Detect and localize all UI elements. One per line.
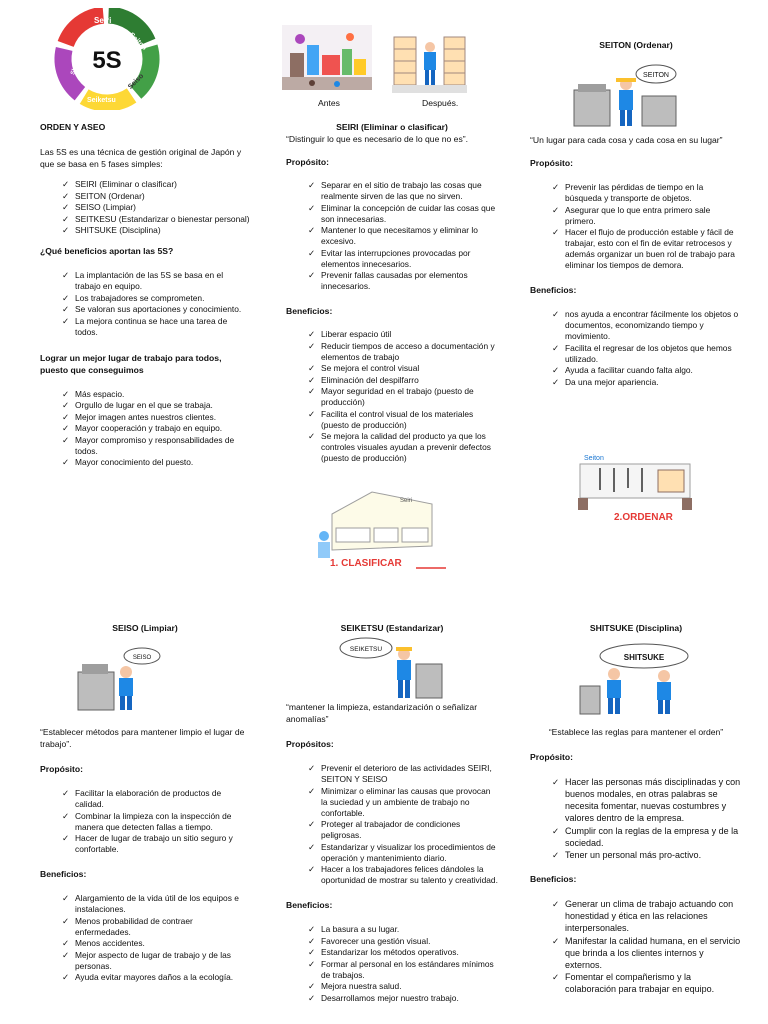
list-item: ✓ Mayor conocimiento del puesto.	[62, 457, 250, 468]
shitsuke-purpose-list	[530, 776, 742, 861]
list-item: ✓ Proteger al trabajador de condiciones peligrosas.	[308, 819, 498, 841]
seiketsu-worker-image	[336, 634, 444, 700]
list-item: ✓ Da una mejor apariencia.	[552, 377, 742, 388]
list-item: ✓ Manifestar la calidad humana, en el servicio que brinda a los clientes internos y externos.	[552, 935, 742, 971]
phase-list	[40, 179, 250, 236]
seiso-section	[40, 726, 250, 984]
shitsuke-purpose-title: Propósito:	[530, 752, 573, 762]
seiso-purpose-list	[40, 788, 250, 855]
logo-center: 5S	[92, 47, 122, 74]
logo-word-5: Shitsuke	[70, 50, 85, 76]
seiketsu-section	[286, 701, 498, 1004]
list-item: ✓ Evitar las interrupciones provocadas por elementos innecesarios.	[308, 248, 498, 270]
seiketsu-purpose-title: Propósitos:	[286, 739, 334, 749]
list-item: ✓ Favorecer una gestión visual.	[308, 936, 498, 947]
list-item: ✓ Mantener lo que necesitamos y eliminar lo excesivo.	[308, 225, 498, 247]
after-image	[392, 33, 467, 93]
shitsuke-title-wrap	[530, 623, 742, 634]
seiton-benefits-title: Beneficios:	[530, 285, 577, 295]
list-item: ✓ SEISO (Limpiar)	[62, 202, 250, 213]
list-item: ✓ Hacer el flujo de producción estable y fácil de trabajar, esto con el fin de evitar retrocesos y además organizar un buen rol de trabajo para eliminar los tiempos de demora.	[552, 227, 742, 271]
list-item: ✓ SEITON (Ordenar)	[62, 191, 250, 202]
orden-aseo-title: ORDEN Y ASEO	[40, 122, 106, 132]
list-item: ✓ Alargamiento de la vida útil de los equipos e instalaciones.	[62, 893, 250, 915]
seiso-sign-text: SEISO	[132, 655, 152, 661]
seiso-title: SEISO (Limpiar)	[112, 623, 178, 633]
list-item: ✓ Facilitar la elaboración de productos de calidad.	[62, 788, 250, 810]
seiri-purpose-list	[286, 180, 498, 292]
seiri-title: SEIRI (Eliminar o clasificar)	[336, 122, 448, 132]
seiri-benefits-list	[286, 329, 498, 464]
before-image	[282, 25, 372, 90]
list-item: ✓ Se mejora el control visual	[308, 363, 498, 374]
list-item: ✓ nos ayuda a encontrar fácilmente los objetos o documentos, economizando tiempo y movimiento.	[552, 309, 742, 342]
list-item: ✓ Facilita el regresar de los objetos que hemos utilizado.	[552, 343, 742, 365]
seiketsu-purpose-list	[286, 763, 498, 886]
seiri-quote: “Distinguir lo que es necesario de lo que no es”.	[286, 134, 469, 144]
shitsuke-workers-image	[578, 642, 694, 716]
list-item: ✓ Orgullo de lugar en el que se trabaja.	[62, 400, 250, 411]
list-item: ✓ Eliminación del despilfarro	[308, 375, 498, 386]
clasificar-box-label: Seiri	[400, 498, 413, 504]
list-item: ✓ La implantación de las 5S se basa en el trabajo en equipo.	[62, 270, 250, 292]
logro-list	[40, 389, 250, 469]
list-item: ✓ Eliminar la concepción de cuidar las cosas que son innecesarias.	[308, 203, 498, 225]
list-item: ✓ Hacer las personas más disciplinadas y con buenos modales, en otras palabras se necesita fomentar, nuevas costumbres y valores dentro de la empresa.	[552, 776, 742, 824]
seiton-sign-text: SEITON	[643, 72, 669, 79]
before-caption: Antes	[318, 98, 340, 108]
seiton-benefits-list	[530, 309, 742, 388]
list-item: ✓ Generar un clima de trabajo actuando con honestidad y ética en las relaciones interpersonales.	[552, 898, 742, 934]
shitsuke-benefits-list	[530, 898, 742, 995]
list-item: ✓ Prevenir fallas causadas por elementos innecesarios.	[308, 270, 498, 292]
benefits-list	[40, 270, 250, 338]
clasificar-image	[312, 484, 452, 572]
ordenar-board-label: Seiton	[584, 455, 604, 462]
shitsuke-title: SHITSUKE (Disciplina)	[589, 623, 683, 633]
list-item: ✓ Prevenir el deterioro de las actividades SEIRI, SEITON Y SEISO	[308, 763, 498, 785]
list-item: ✓ Mejor imagen antes nuestros clientes.	[62, 412, 250, 423]
five-s-cycle-logo	[52, 8, 162, 110]
orden-aseo-section	[40, 122, 250, 469]
seiketsu-title: SEIKETSU (Estandarizar)	[340, 623, 444, 633]
list-item: ✓ La basura a su lugar.	[308, 924, 498, 935]
list-item: ✓ Menos accidentes.	[62, 938, 250, 949]
seiketsu-title-wrap	[286, 623, 498, 634]
list-item: ✓ Liberar espacio útil	[308, 329, 498, 340]
after-caption: Después.	[422, 98, 459, 108]
seiso-purpose-title: Propósito:	[40, 764, 83, 774]
list-item: ✓ Fomentar el compañerismo y la colaboración para trabajar en equipo.	[552, 971, 742, 995]
list-item: ✓ Reducir tiempos de acceso a documentación y elementos de trabajo	[308, 341, 498, 363]
benefits-question: ¿Qué beneficios aportan las 5S?	[40, 246, 174, 256]
list-item: ✓ Mayor seguridad en el trabajo (puesto de producción)	[308, 386, 498, 408]
list-item: ✓ Cumplir con la reglas de la empresa y de la sociedad.	[552, 825, 742, 849]
shitsuke-benefits-title: Beneficios:	[530, 874, 577, 884]
seiso-title-wrap	[40, 623, 250, 634]
clasificar-title: 1. CLASIFICAR	[330, 558, 402, 569]
logo-word-2: Seiton	[127, 31, 148, 52]
shitsuke-quote: “Establece las reglas para mantener el orden”	[548, 727, 724, 737]
list-item: ✓ SEITKESU (Estandarizar o bienestar personal)	[62, 214, 250, 225]
list-item: ✓ Los trabajadores se comprometen.	[62, 293, 250, 304]
logo-word-4: Seiketsu	[87, 97, 116, 104]
seiri-benefits-title: Beneficios:	[286, 306, 333, 316]
list-item: ✓ Formar al personal en los estándares mínimos de trabajos.	[308, 959, 498, 981]
list-item: ✓ Hacer de lugar de trabajo un sitio seguro y confortable.	[62, 833, 250, 855]
logo-word-1: Seiri	[94, 16, 112, 25]
list-item: ✓ Ayuda evitar mayores daños a la ecología.	[62, 972, 250, 983]
list-item: ✓ Se valoran sus aportaciones y conocimiento.	[62, 304, 250, 315]
ordenar-title: 2.ORDENAR	[614, 512, 673, 523]
list-item: ✓ Mayor cooperación y trabajo en equipo.	[62, 423, 250, 434]
list-item: ✓ Facilita el control visual de los materiales (puesto de producción)	[308, 409, 498, 431]
list-item: ✓ Se mejora la calidad del producto ya que los controles visuales ayudan a prevenir defectos (puesto de producción)	[308, 431, 498, 464]
list-item: ✓ Más espacio.	[62, 389, 250, 400]
list-item: ✓ SEIRI (Eliminar o clasificar)	[62, 179, 250, 190]
list-item: ✓ Tener un personal más pro-activo.	[552, 849, 742, 861]
orden-aseo-intro: Las 5S es una técnica de gestión original de Japón y que se basa en 5 fases simples:	[40, 147, 242, 169]
seiri-section	[286, 122, 498, 465]
seiketsu-sign-text: SEIKETSU	[349, 646, 383, 653]
list-item: ✓ Estandarizar y visualizar los procedimientos de operación y mantenimiento diario.	[308, 842, 498, 864]
seiketsu-quote: “mantener la limpieza, estandarización o señalizar anomalías”	[286, 702, 478, 724]
list-item: ✓ Menos probabilidad de contraer enfermedades.	[62, 916, 250, 938]
seiton-quote: “Un lugar para cada cosa y cada cosa en su lugar”	[530, 135, 723, 145]
list-item: ✓ Desarrollamos mejor nuestro trabajo.	[308, 993, 498, 1004]
seiketsu-benefits-list	[286, 924, 498, 1004]
seiton-worker-image	[570, 62, 682, 130]
logro-heading: Lograr un mejor lugar de trabajo para todos, puesto que conseguimos	[40, 352, 222, 375]
seiso-benefits-list	[40, 893, 250, 983]
seiton-title-wrap	[530, 40, 742, 51]
seiso-worker-image	[76, 644, 166, 712]
seiton-title: SEITON (Ordenar)	[599, 40, 673, 50]
list-item: ✓ Estandarizar los métodos operativos.	[308, 947, 498, 958]
list-item: ✓ Minimizar o eliminar las causas que provocan la suciedad y un ambiente de trabajo no confortable.	[308, 786, 498, 819]
ordenar-image	[574, 448, 706, 526]
list-item: ✓ SHITSUKE (Disciplina)	[62, 225, 250, 236]
seiton-purpose-title: Propósito:	[530, 158, 573, 168]
seiri-purpose-title: Propósito:	[286, 157, 329, 167]
list-item: ✓ La mejora continua se hace una tarea de todos.	[62, 316, 250, 338]
seiso-benefits-title: Beneficios:	[40, 869, 87, 879]
shitsuke-sign-text: SHITSUKE	[623, 653, 665, 662]
seiton-section	[530, 134, 742, 388]
list-item: ✓ Mayor compromiso y responsabilidades de todos.	[62, 435, 250, 457]
list-item: ✓ Hacer a los trabajadores felices dándoles la oportunidad de mostrar su talento y creatividad.	[308, 864, 498, 886]
list-item: ✓ Combinar la limpieza con la inspección de manera que detecten fallas a tiempo.	[62, 811, 250, 833]
list-item: ✓ Mejora nuestra salud.	[308, 981, 498, 992]
list-item: ✓ Asegurar que lo que entra primero sale primero.	[552, 205, 742, 227]
list-item: ✓ Separar en el sitio de trabajo las cosas que realmente sirven de las que no sirven.	[308, 180, 498, 202]
seiketsu-benefits-title: Beneficios:	[286, 900, 333, 910]
list-item: ✓ Prevenir las pérdidas de tiempo en la búsqueda y transporte de objetos.	[552, 182, 742, 204]
list-item: ✓ Ayuda a facilitar cuando falta algo.	[552, 365, 742, 376]
shitsuke-section	[530, 726, 742, 996]
seiso-quote: “Establecer métodos para mantener limpio el lugar de trabajo”.	[40, 727, 245, 749]
seiton-purpose-list	[530, 182, 742, 271]
logo-word-3: Seiso	[127, 72, 146, 91]
list-item: ✓ Mejor aspecto de lugar de trabajo y de las personas.	[62, 950, 250, 972]
